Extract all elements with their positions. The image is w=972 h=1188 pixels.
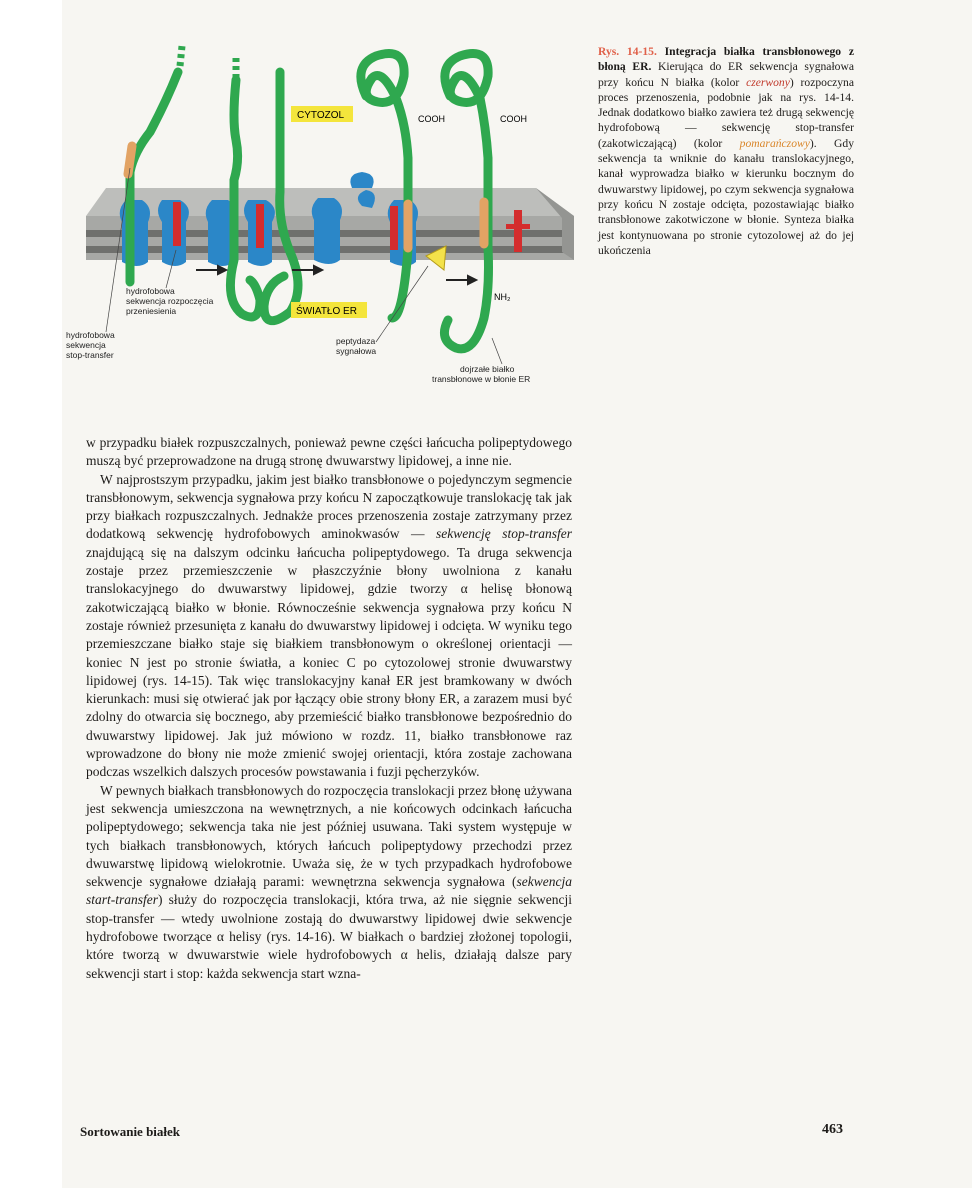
figure-14-15	[66, 38, 586, 400]
svg-text:hydrofobowa: hydrofobowa	[66, 330, 115, 340]
chain-continuation	[180, 46, 236, 78]
stop-transfer-label	[66, 330, 115, 360]
peptidase-label	[336, 336, 376, 356]
mature-leader-line	[492, 338, 502, 364]
svg-text:sekwencja: sekwencja	[66, 340, 106, 350]
caption-text-1: Kierująca do ER sekwencja sygnałowa przy końcu N białka (kolor	[598, 60, 854, 89]
figure-caption	[598, 44, 854, 258]
caption-text-3: ). Gdy sekwencja ta wniknie do kanału translokacyjnego, kanał wyprowadza białko w kierunku bocznym do dwuwarstwy lipidowej, po czym sekwencja sygnałowa przy końcu N zostaje odcięta, pozostawiając białko transbłonowe zakotwiczone w błonie. Synteza białka jest kontynuowana po stronie cytozolowej aż do jej ukończenia	[598, 136, 854, 257]
caption-orange-word: pomarańczowy	[739, 136, 810, 150]
svg-text:stop-transfer: stop-transfer	[66, 350, 114, 360]
page-margin	[0, 0, 62, 1188]
page-number: 463	[822, 1122, 843, 1137]
paragraph-3: W pewnych białkach transbłonowych do rozpoczęcia translokacji przez błonę używana jest sekwencja umieszczona na wewnętrznych, a nie końcowych odcinkach łańcucha polipeptydowego; sekwencja taka nie jest później usuwana. Taki system występuje w tych białkach transbłonowych, których łańcuch polipeptydowy przechodzi przez dwuwarstwę lipidową wielokrotnie. Uważa się, że w tych przypadkach hydrofobowe sekwencje sygnałowe działają parami: wewnętrzna sekwencja sygnałowa (sekwencja start-transfer) służy do rozpoczęcia translokacji, która trwa, aż nie sięgnie sekwencji stop-transfer — wtedy uwolnione zostają do dwuwarstwy lipidowej dwie sekwencje hydrofobowe tworzące α helisy (rys. 14-16). W białkach o bardziej złożonej topologii, które tworzą w dwuwarstwie wiele hydrofobowych α helis, działają dalsze pary sekwencji start i stop: każda sekwencja start wzna-	[86, 782, 572, 981]
svg-text:sygnałowa: sygnałowa	[336, 346, 377, 356]
cytosol-label: CYTOZOL	[297, 110, 345, 121]
caption-red-word: czerwony	[746, 75, 790, 89]
svg-text:hydrofobowa: hydrofobowa	[126, 286, 175, 296]
progress-arrows	[196, 266, 476, 284]
running-footer: Sortowanie białek	[80, 1124, 181, 1139]
paragraph-1: w przypadku białek rozpuszczalnych, ponieważ pewne części łańcucha polipeptydowego muszą być przeprowadzone na drugą stronę dwuwarstwy lipidowej, a inne nie.	[86, 435, 572, 469]
svg-text:sekwencja rozpoczęcia: sekwencja rozpoczęcia	[126, 296, 214, 306]
er-lumen-label: ŚWIATŁO ER	[296, 306, 357, 317]
mature-protein-label	[432, 364, 530, 384]
svg-text:peptydaza: peptydaza	[336, 336, 376, 346]
caption-title: Integracja białka transbłonowego z błoną ER.	[598, 45, 854, 74]
body-text	[86, 434, 572, 983]
caption-number: Rys. 14-15.	[598, 45, 657, 58]
svg-text:transbłonowe w błonie ER: transbłonowe w błonie ER	[432, 374, 531, 384]
svg-text:przeniesienia: przeniesienia	[126, 306, 177, 316]
cooh-label-2: COOH	[500, 114, 527, 124]
svg-text:dojrzałe białko: dojrzałe białko	[460, 364, 515, 374]
nh2-label: NH₂	[494, 292, 511, 302]
start-transfer-term: sekwencja start-transfer	[86, 874, 572, 908]
caption-text-2: ) rozpoczyna proces przenoszenia, podobnie jak na rys. 14-14. Jednak dodatkowo białko zawiera też drugą sekwencję hydrofobową — sekwencję stop-transfer (zakotwiczającą) (kolor	[598, 75, 854, 150]
stop-transfer-term: sekwencję stop-transfer	[436, 526, 572, 542]
cooh-label-1: COOH	[418, 114, 445, 124]
paragraph-2: W najprostszym przypadku, jakim jest białko transbłonowe o pojedynczym segmencie transbłonowym, sekwencja sygnałowa przy końcu N zapoczątkowuje translokację tak jak przy białkach rozpuszczalnych. Jednakże proces przenoszenia zostaje zatrzymany przez dodatkową sekwencję hydrofobowych aminokwasów — sekwencję stop-transfer znajdującą się na dalszym odcinku łańcucha polipeptydowego. Ta druga sekwencja zostaje przez przemieszczenie w płaszczyźnie błony uwolniona z kanału translokacyjnego do dwuwarstwy lipidowej, gdzie tworzy α helisę błonową zakotwiczającą białko w błonie. Równocześnie sekwencja sygnałowa przy końcu N zostaje również przesunięta z kanału do dwuwarstwy lipidowej i odcięta. W wyniku tego przemieszczane białko staje się białkiem transbłonowym o określonej orientacji — koniec N jest po stronie światła, a koniec C po cytozolowej stronie dwuwarstwy lipidowej (rys. 14-15). Tak więc translokacyjny kanał ER jest bramkowany w dwóch kierunkach: musi się otwierać jak por łączący obie strony błony ER, a zarazem musi być zdolny do otwarcia się bocznego, aby przemieścić białko transbłonowe bezpośrednio do dwuwarstwy lipidowej. Jak już mówiono w rozdz. 11, białko transbłonowe raz wprowadzone do błony nie może zmienić swojej orientacji, która zostaje zachowana podczas wszelkich dalszych procesów powstawania i fuzji pęcherzyków.	[86, 471, 572, 780]
hydrophobic-start-label	[126, 286, 214, 316]
